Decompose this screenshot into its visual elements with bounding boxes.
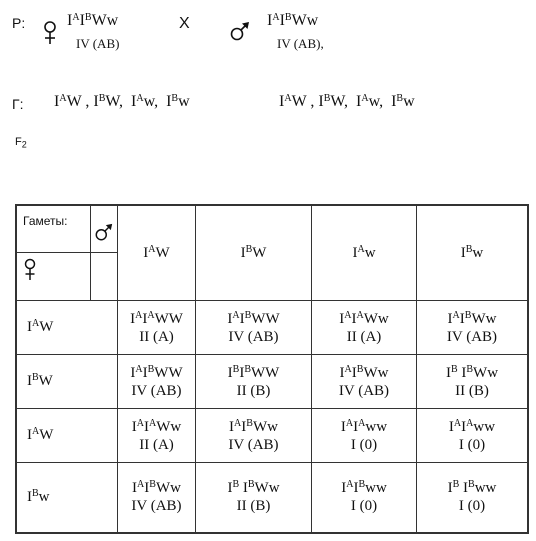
offspring-cell: $I^AI^BWW$ IV (AB): [196, 301, 312, 355]
offspring-cell: $I^AI^BWW$ IV (AB): [118, 355, 196, 409]
f2-label: $F_2$: [15, 136, 27, 150]
cross-symbol: X: [179, 15, 190, 32]
offspring-cell: $I^AI^AWw$ II (A): [312, 301, 417, 355]
gamete: $I^Aw$,: [356, 93, 384, 110]
gamete: $I^AW$ ,: [54, 93, 90, 110]
table-row: [16, 355, 528, 409]
male-blood-group: IV (AB),: [277, 36, 324, 51]
corner-cell: [16, 205, 118, 301]
male-symbol-icon: [94, 222, 114, 247]
gamete: $I^Bw$: [166, 93, 190, 110]
column-header: $I^Aw$: [312, 205, 417, 301]
gamete: $I^BW$,: [93, 93, 124, 110]
offspring-cell: $I^AI^BWw$ IV (AB): [118, 463, 196, 533]
table-row: [16, 409, 528, 463]
row-gamete-label: $I^Bw$: [16, 463, 118, 533]
row-gamete-label: $I^BW$: [16, 355, 118, 409]
offspring-cell: $I^AI^BWw$ IV (AB): [312, 355, 417, 409]
female-symbol-icon: [42, 20, 58, 51]
offspring-cell: $I^B$ $I^BWw$ II (B): [196, 463, 312, 533]
gamete: $I^BW$,: [318, 93, 349, 110]
column-header: $I^Bw$: [417, 205, 529, 301]
table-row: [16, 301, 528, 355]
row-gamete-label: $I^AW$: [16, 301, 118, 355]
male-gametes: [279, 93, 415, 111]
offspring-cell: $I^AI^BWw$ IV (AB): [196, 409, 312, 463]
offspring-cell: $I^AI^Aww$ I (0): [417, 409, 529, 463]
offspring-cell: $I^AI^Bww$ I (0): [312, 463, 417, 533]
offspring-cell: $I^AI^Aww$ I (0): [312, 409, 417, 463]
male-symbol-icon: [229, 20, 251, 47]
offspring-cell: $I^AI^BWw$ IV (AB): [417, 301, 529, 355]
punnett-square: [15, 204, 529, 534]
female-blood-group: IV (AB): [76, 36, 120, 51]
column-header: $I^AW$: [118, 205, 196, 301]
offspring-cell: $I^AI^AWw$ II (A): [118, 409, 196, 463]
gametes-corner-label: Гаметы:: [23, 214, 68, 228]
gametes-label: Г:: [12, 96, 24, 112]
gamete: $I^Bw$: [391, 93, 415, 110]
female-gametes: [54, 93, 190, 111]
female-genotype: $I^AI^BWw$: [67, 12, 119, 29]
parents-label: P:: [12, 15, 26, 31]
table-row: [16, 463, 528, 533]
row-gamete-label: $I^AW$: [16, 409, 118, 463]
offspring-cell: $I^BI^BWW$ II (B): [196, 355, 312, 409]
column-header: $I^BW$: [196, 205, 312, 301]
offspring-cell: $I^AI^AWW$ II (A): [118, 301, 196, 355]
female-symbol-icon: [23, 258, 37, 287]
offspring-cell: $I^B$ $I^BWw$ II (B): [417, 355, 529, 409]
male-genotype: $I^AI^BWw$: [267, 12, 319, 29]
offspring-cell: $I^B$ $I^Bww$ I (0): [417, 463, 529, 533]
gamete: $I^Aw$,: [131, 93, 159, 110]
gamete: $I^AW$ ,: [279, 93, 315, 110]
